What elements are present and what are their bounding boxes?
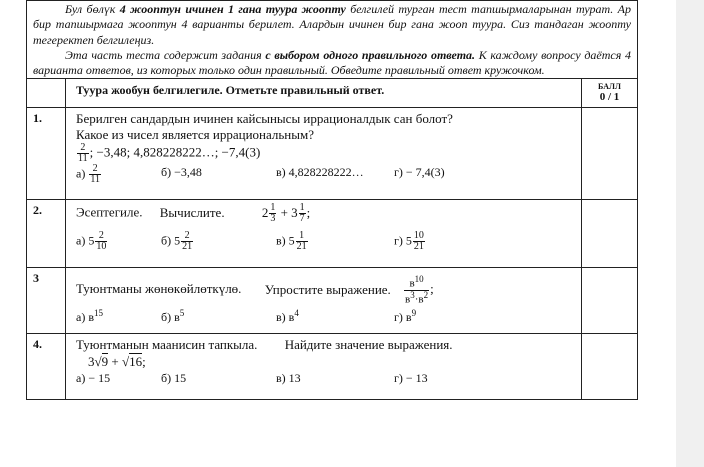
question-text-ru: Упростите выражение. [264, 281, 391, 297]
table-header-row [27, 79, 638, 108]
score-cell [582, 108, 638, 200]
ball-value: 0 / 1 [599, 91, 620, 104]
test-sheet [26, 0, 638, 400]
question-row-1 [27, 108, 638, 200]
option-a[interactable]: а) $в^{15}$ [76, 308, 103, 325]
number-list: $\frac{2}{11}$ ; −3,48; 4,828228222…; −7,4(3) [78, 142, 261, 165]
option-d[interactable]: г) − 13 [394, 371, 428, 386]
fraction: $\frac{2}{11}$ [78, 142, 88, 165]
question-text-ky: Туюнтманын маанисин тапкыла. [76, 337, 258, 353]
question-number: 4. [27, 334, 66, 400]
instructions-box [26, 0, 638, 78]
answer-options [76, 370, 577, 388]
expression: 2 $\frac{1}{3}$ + 3 $\frac{1}{7}$ ; [261, 202, 311, 225]
option-c[interactable]: в) $в^4$ [276, 308, 299, 325]
option-d[interactable]: г) − 7,4(3) [394, 165, 445, 180]
option-c[interactable]: в) 13 [276, 371, 301, 386]
question-number: 1. [27, 108, 66, 200]
option-d[interactable]: г) $в^9$ [394, 308, 417, 325]
question-text-ru: Какое из чисел является иррациональным? [76, 127, 314, 143]
question-row-3: 3 Туюнтманы жөнөкөйлөткүлө. Упростите выражение. $\frac{в^{10}}{в^3\cdot в^2}$ ; а) $в^{15}$ б) $в^5$ в) $в^4$ г) $в^9$ [27, 268, 638, 334]
option-b[interactable]: б) 5 $\frac{2}{21}$ [161, 230, 193, 253]
question-number: 2. [27, 200, 66, 268]
right-sidebar-panel [676, 0, 704, 467]
option-d[interactable]: г) 5 $\frac{10}{21}$ [394, 230, 424, 253]
score-cell [582, 268, 638, 334]
expression: $\frac{в^{10}}{в^3\cdot в^2}$ [405, 274, 429, 306]
answer-options [76, 163, 577, 186]
ball-label: БАЛЛ [598, 82, 621, 92]
score-cell [582, 200, 638, 268]
option-a[interactable]: а) 5 $\frac{2}{10}$ [76, 230, 107, 253]
question-row-4 [27, 334, 638, 400]
question-text-ky: Эсептегиле. [76, 204, 143, 220]
option-b[interactable]: б) −3,48 [161, 165, 202, 180]
questions-table [26, 78, 638, 400]
question-text-ky: Берилген сандардын ичинен кайсынысы иррационалдык сан болот? [76, 111, 453, 127]
instructions-kyrgyz: Бул бөлүк 4 жооптун ичинен 1 гана туура жоопту белгилей турган тест тапшырмаларынан турат. Ар бир тапшырмага жооптун 4 варианты берилет. Алардын ичинен бир гана жооп туура. Сиз тандаган жоопту тегеректеп белгилеңиз. [33, 2, 632, 47]
question-number: 3 [27, 268, 66, 334]
answer-options [76, 305, 577, 323]
score-header [582, 79, 638, 108]
instructions-russian: Эта часть теста содержит задания с выбором одного правильного ответа. К каждому вопросу даётся 4 варианта ответов, из которых только один правильный. Обведите правильный ответ кружочком. [33, 47, 631, 78]
score-cell [582, 334, 638, 400]
answer-options [76, 231, 577, 255]
expression: 3√9 + √16; [88, 354, 146, 370]
option-a[interactable]: а) $\frac{2}{11}$ [76, 163, 100, 186]
option-b[interactable]: б) 15 [161, 371, 187, 386]
question-row-2 [27, 200, 638, 268]
question-text-ru: Вычислите. [159, 204, 225, 220]
option-c[interactable]: в) 4,828228222… [276, 165, 364, 180]
question-text-ru: Найдите значение выражения. [284, 337, 453, 353]
option-c[interactable]: в) 5 $\frac{1}{21}$ [276, 230, 307, 253]
option-a[interactable]: а) − 15 [76, 371, 111, 386]
answer-instruction: Туура жообун белгилегиле. Отметьте правильный ответ. [66, 79, 582, 108]
option-b[interactable]: б) $в^5$ [161, 308, 185, 325]
question-text-ky: Туюнтманы жөнөкөйлөткүлө. [76, 281, 242, 297]
